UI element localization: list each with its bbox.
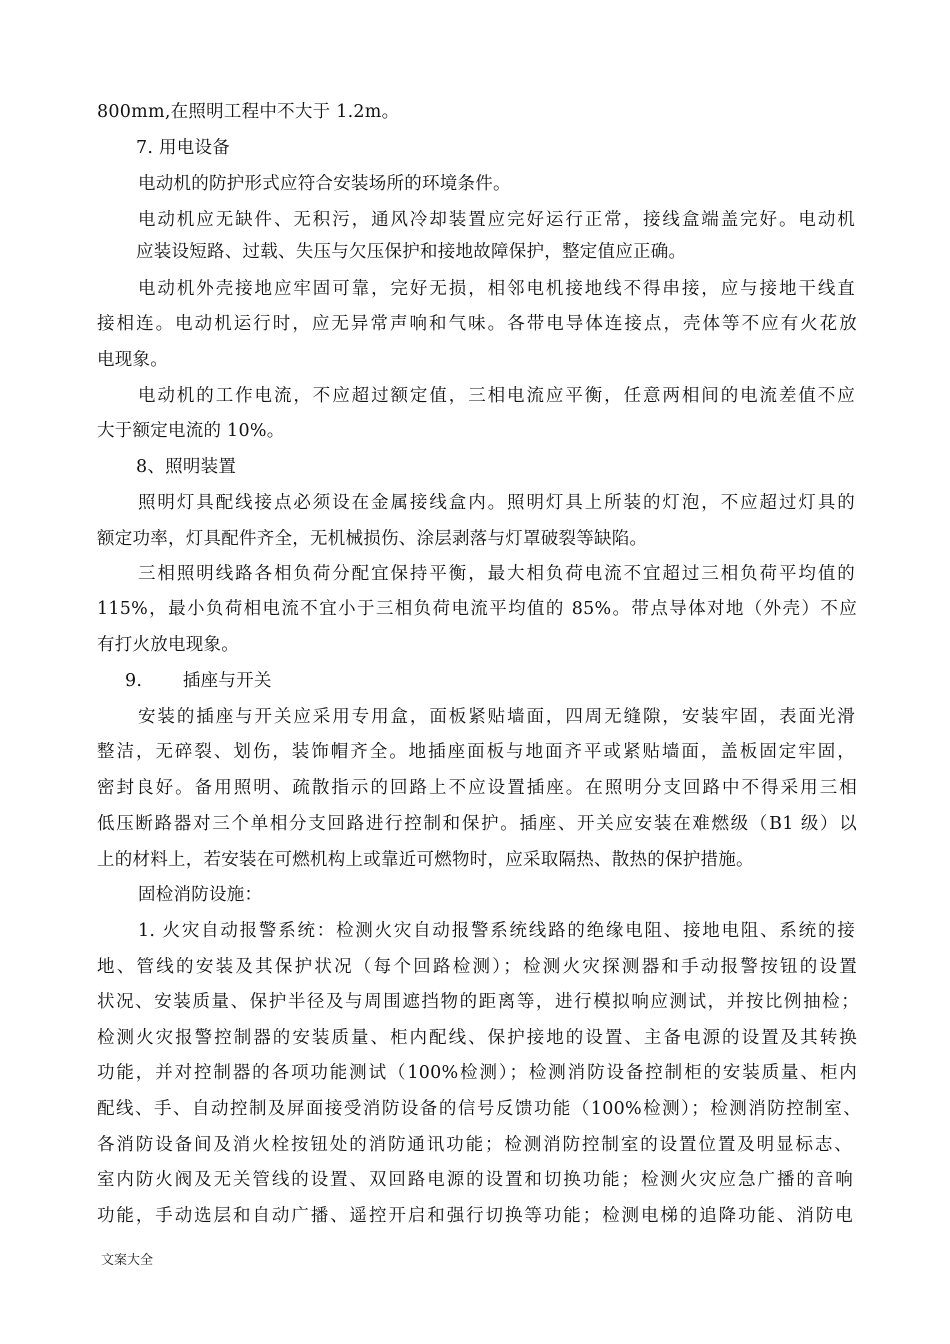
text-line: 配线、手、自动控制及屏面接受消防设备的信号反馈功能（100%检测）；检测消防控制室、 bbox=[97, 1099, 861, 1119]
text-line: 安装的插座与开关应采用专用盒，面板紧贴墙面，四周无缝隙，安装牢固，表面光滑 bbox=[138, 707, 855, 727]
text-line: 电动机的工作电流，不应超过额定值，三相电流应平衡，任意两相间的电流差值不应 bbox=[138, 386, 855, 406]
text-line: 上的材料上，若安装在可燃机构上或靠近可燃物时，应采取隔热、散热的保护措施。 bbox=[97, 850, 754, 870]
text-line: 有打火放电现象。 bbox=[97, 635, 239, 655]
text-line: 整洁，无碎裂、划伤，装饰帽齐全。地插座面板与地面齐平或紧贴墙面，盖板固定牢固， bbox=[97, 742, 855, 762]
text-line: 各消防设备间及消火栓按钮处的消防通讯功能；检测消防控制室的设置位置及明显标志、 bbox=[97, 1135, 852, 1155]
section-heading: 9. 插座与开关 bbox=[125, 671, 272, 691]
text-line: 电动机的防护形式应符合安装场所的环境条件。 bbox=[138, 174, 511, 194]
section-heading: 8、照明装置 bbox=[136, 457, 237, 477]
text-line: 功能，并对控制器的各项功能测试（100%检测）；检测消防设备控制柜的安装质量、柜内 bbox=[97, 1063, 857, 1083]
text-line: 密封良好。备用照明、疏散指示的回路上不应设置插座。在照明分支回路中不得采用三相 bbox=[97, 778, 857, 798]
text-line: 大于额定电流的 10%。 bbox=[97, 421, 285, 441]
text-line: 状况、安装质量、保护半径及与周围遮挡物的距离等，进行模拟响应测试，并按比例抽检； bbox=[97, 992, 859, 1012]
text-line: 额定功率，灯具配件齐全，无机械损伤、涂层剥落与灯罩破裂等缺陷。 bbox=[97, 529, 648, 549]
text-line: 1. 火灾自动报警系统：检测火灾自动报警系统线路的绝缘电阻、接地电阻、系统的接 bbox=[138, 921, 855, 941]
text-line: 地、管线的安装及其保护状况（每个回路检测）；检测火灾探测器和手动报警按钮的设置 bbox=[97, 957, 857, 977]
text-line: 电动机应无缺件、无积污，通风冷却装置应完好运行正常，接线盒端盖完好。电动机 bbox=[138, 210, 855, 230]
text-line: 室内防火阀及无关管线的设置、双回路电源的设置和切换功能；检测火灾应急广播的音响 bbox=[97, 1170, 853, 1190]
text-line: 检测火灾报警控制器的安装质量、柜内配线、保护接地的设置、主备电源的设置及其转换 bbox=[97, 1028, 857, 1048]
text-line: 接相连。电动机运行时，应无异常声响和气味。各带电导体连接点，壳体等不应有火花放 bbox=[97, 314, 857, 334]
text-line: 低压断路器对三个单相分支回路进行控制和保护。插座、开关应安装在难燃级（B1 级）以 bbox=[97, 814, 857, 834]
section-heading: 固检消防设施： bbox=[138, 885, 263, 905]
text-line: 电动机外壳接地应牢固可靠，完好无损，相邻电机接地线不得串接，应与接地干线直 bbox=[138, 279, 855, 299]
text-line: 照明灯具配线接点必须设在金属接线盒内。照明灯具上所装的灯泡，不应超过灯具的 bbox=[138, 493, 855, 513]
text-line: 115%，最小负荷相电流不宜小于三相负荷电流平均值的 85%。带点导体对地（外壳）不应 bbox=[97, 599, 857, 619]
text-line: 电现象。 bbox=[97, 350, 168, 370]
text-line: 应装设短路、过载、失压与欠压保护和接地故障保护，整定值应正确。 bbox=[136, 242, 687, 262]
text-line: 三相照明线路各相负荷分配宜保持平衡，最大相负荷电流不宜超过三相负荷平均值的 bbox=[138, 564, 855, 584]
text-line: 800mm,在照明工程中不大于 1.2m。 bbox=[97, 102, 400, 122]
section-heading: 7. 用电设备 bbox=[136, 138, 231, 158]
page-footer: 文案大全 bbox=[101, 1253, 154, 1268]
text-line: 功能，手动选层和自动广播、遥控开启和强行切换等功能；检测电梯的追降功能、消防电 bbox=[97, 1206, 853, 1226]
